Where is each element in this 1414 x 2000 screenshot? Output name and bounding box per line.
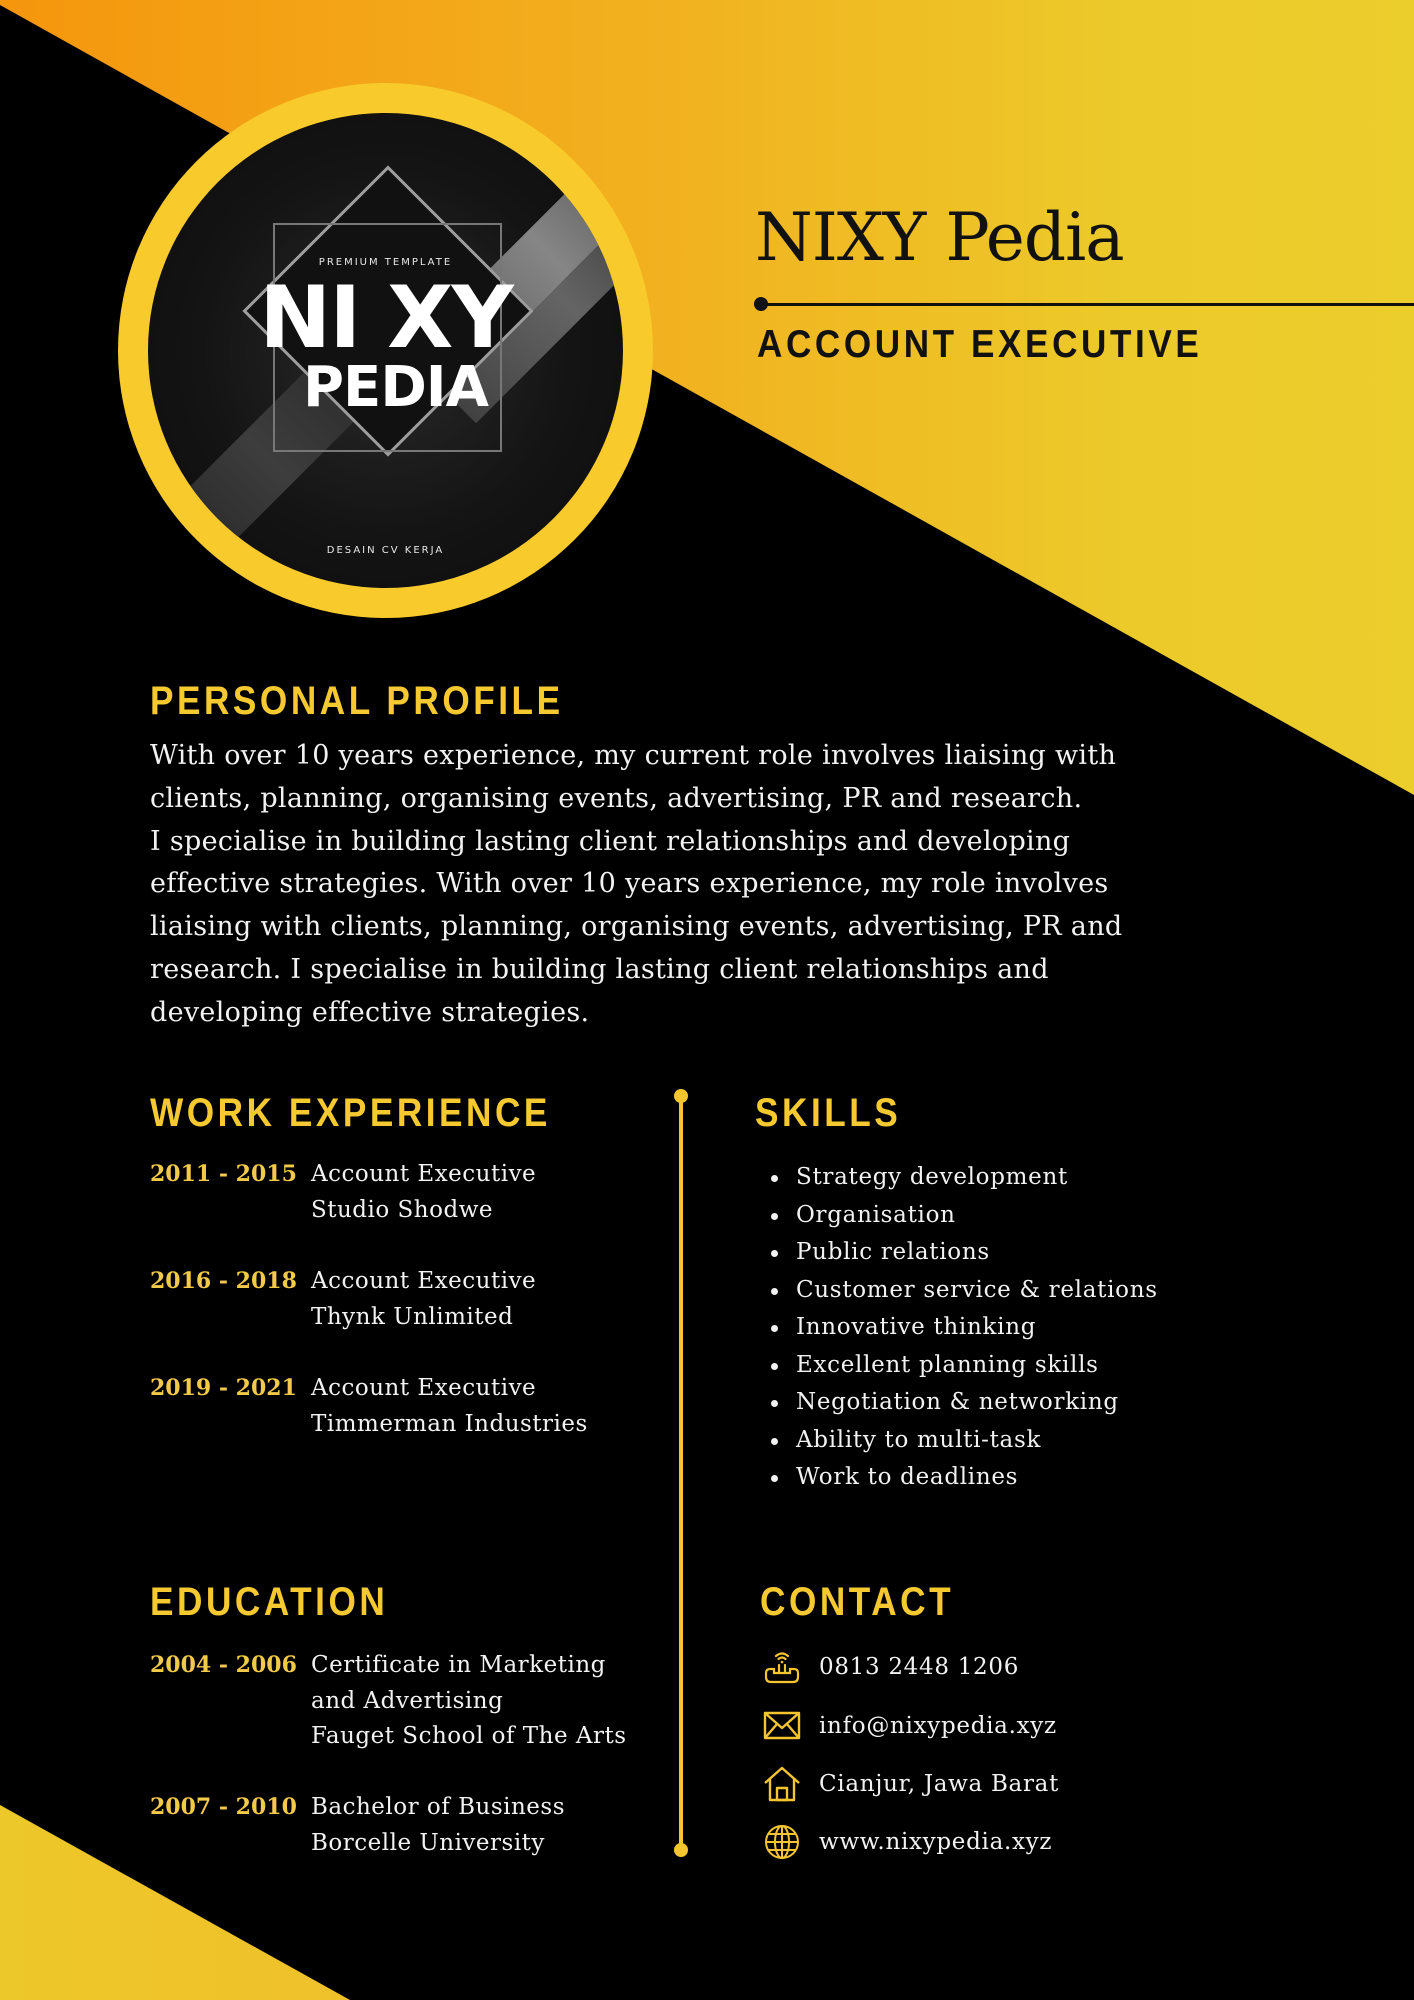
work-company: Timmerman Industries <box>311 1410 588 1437</box>
work-company: Studio Shodwe <box>311 1196 493 1223</box>
name-rule <box>762 303 1414 306</box>
profile-line: clients, planning, organising events, advertising, PR and research. <box>150 782 1083 814</box>
logo-top-caption: PREMIUM TEMPLATE <box>318 257 453 268</box>
column-divider <box>679 1095 683 1850</box>
profile-heading: PERSONAL PROFILE <box>150 679 564 723</box>
work-company: Thynk Unlimited <box>311 1303 514 1330</box>
profile-text <box>150 735 1160 1035</box>
education-line: Borcelle University <box>311 1829 545 1856</box>
mail-icon <box>762 1706 802 1746</box>
work-detail <box>311 1264 536 1335</box>
profile-photo <box>148 113 623 588</box>
work-detail <box>311 1371 588 1442</box>
skill-item: Public relations <box>768 1234 1158 1272</box>
education-line: and Advertising <box>311 1687 504 1714</box>
education-years: 2004 - 2006 <box>150 1652 297 1678</box>
skill-item: Ability to multi-task <box>768 1422 1158 1460</box>
work-detail <box>311 1157 536 1228</box>
contact-website-text[interactable]: www.nixypedia.xyz <box>819 1829 1053 1855</box>
skill-item: Customer service & relations <box>768 1272 1158 1310</box>
education-detail <box>311 1790 565 1861</box>
skill-item: Excellent planning skills <box>768 1347 1158 1385</box>
bottom-gradient-shape <box>0 1800 360 2000</box>
candidate-name: NIXY Pedia <box>755 199 1124 276</box>
skill-item: Work to deadlines <box>768 1459 1158 1497</box>
divider-top-dot <box>674 1089 688 1103</box>
skill-item: Organisation <box>768 1197 1158 1235</box>
education-heading: EDUCATION <box>150 1580 389 1624</box>
contact-address <box>762 1762 1059 1806</box>
skills-heading: SKILLS <box>755 1091 902 1135</box>
profile-line: I specialise in building lasting client relationships and developing <box>150 825 1071 857</box>
contact-website <box>762 1820 1052 1864</box>
contact-phone <box>762 1645 1019 1689</box>
profile-line: With over 10 years experience, my current role involves liaising with <box>150 740 1117 771</box>
education-line: Certificate in Marketing <box>311 1652 606 1678</box>
contact-heading: CONTACT <box>760 1580 955 1624</box>
contact-phone-text[interactable]: 0813 2448 1206 <box>819 1654 1020 1680</box>
education-detail <box>311 1648 627 1755</box>
skill-item: Innovative thinking <box>768 1309 1158 1347</box>
phone-icon <box>762 1647 802 1687</box>
work-title: Account Executive <box>311 1268 537 1294</box>
job-title: ACCOUNT EXECUTIVE <box>757 323 1203 366</box>
home-icon <box>762 1764 802 1804</box>
logo-bottom-caption: DESAIN CV KERJA <box>326 545 445 556</box>
profile-line: effective strategies. With over 10 years experience, my role involves <box>150 868 1109 900</box>
work-heading: WORK EXPERIENCE <box>150 1091 551 1135</box>
contact-address-text: Cianjur, Jawa Barat <box>819 1771 1060 1797</box>
work-title: Account Executive <box>311 1375 537 1401</box>
divider-bottom-dot <box>674 1843 688 1857</box>
work-years: 2011 - 2015 <box>150 1161 297 1187</box>
contact-email-text[interactable]: info@nixypedia.xyz <box>819 1713 1057 1739</box>
profile-line: liaising with clients, planning, organising events, advertising, PR and <box>150 911 1123 943</box>
education-line: Fauget School of The Arts <box>311 1723 627 1749</box>
work-years: 2016 - 2018 <box>150 1268 297 1294</box>
education-line: Bachelor of Business <box>311 1794 566 1820</box>
profile-line: research. I specialise in building lasting client relationships and <box>150 953 1049 985</box>
education-years: 2007 - 2010 <box>150 1794 297 1820</box>
work-title: Account Executive <box>311 1161 537 1187</box>
skill-item: Negotiation & networking <box>768 1384 1158 1422</box>
profile-photo-ring <box>118 83 653 618</box>
logo-line1: NI XY <box>259 268 512 368</box>
contact-email <box>762 1704 1057 1748</box>
profile-line: developing effective strategies. <box>150 996 590 1028</box>
logo-line2: PEDIA <box>303 355 488 420</box>
skill-item: Strategy development <box>768 1159 1158 1197</box>
skills-list <box>768 1159 1158 1497</box>
globe-icon <box>762 1822 802 1862</box>
work-years: 2019 - 2021 <box>150 1375 297 1401</box>
